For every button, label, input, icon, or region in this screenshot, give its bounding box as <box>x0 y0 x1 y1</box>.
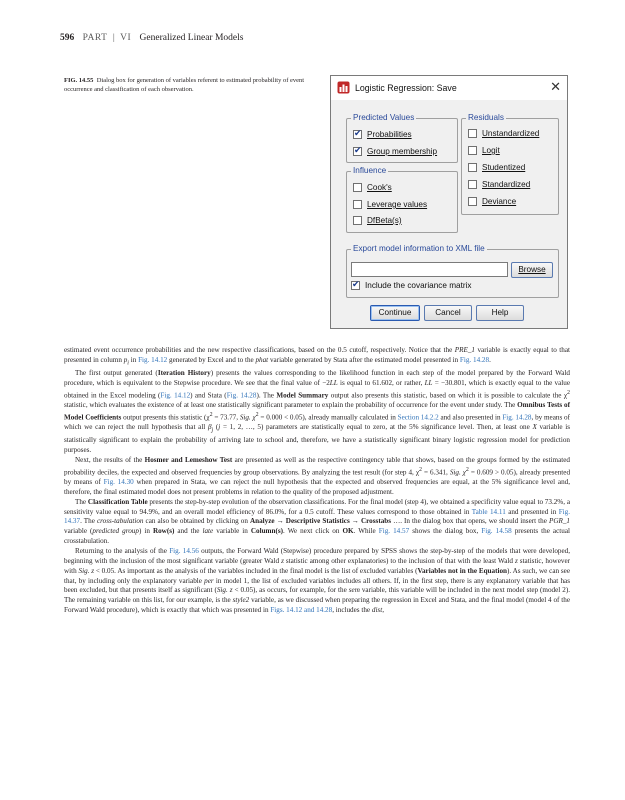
predicted-values-title: Predicted Values <box>353 113 415 122</box>
logit-checkbox[interactable] <box>468 146 477 155</box>
page-number: 596 <box>60 33 75 43</box>
dfbeta-label: DfBeta(s) <box>367 216 402 225</box>
part-numeral: VI <box>120 33 132 43</box>
group-membership-checkbox[interactable] <box>353 147 362 156</box>
xml-file-field[interactable] <box>351 262 508 277</box>
probabilities-label: Probabilities <box>367 130 412 139</box>
paragraph-4: The Classification Table presents the step-by-step evolution of the observation classifications. For the final model (step 4), we obtained a specificity value equal to 73.2%, a sensitivity value equal to 94.9%, and an overall model efficiency of 86.0%, for a 0.5 cutoff. These values correspond to those obtained in Table 14.11 and presented in Fig. 14.37. The cross-tabulation can also be obtained by clicking on Analyze → Descriptive Statistics → Crosstabs …. In the dialog box that opens, we should insert the PGR_1 variable (predicted group) in Row(s) and the late variable in Column(s). We next click on OK. While Fig. 14.57 shows the dialog box, Fig. 14.58 presents the actual crosstabulation. <box>64 497 571 546</box>
figure-label: FIG. 14.55 <box>64 77 94 84</box>
fig-ref[interactable]: Fig. 14.58 <box>481 527 512 536</box>
leverage-values-option[interactable] <box>353 200 427 209</box>
fig-ref[interactable]: Fig. 14.12 <box>160 391 191 400</box>
dfbeta-option[interactable] <box>353 216 402 225</box>
probabilities-checkbox[interactable] <box>353 130 362 139</box>
paragraph-1: estimated event occurrence probabilities and the new respective classifications, based on the 0.5 cutoff, respectively. Notice that the PRE_1 variable is exactly equal to that presented in column $p_i$ in Fig. 14.12 generated by Excel and to the phat variable generated by Stata after the estimated model presented in Fig. 14.28. <box>64 346 571 367</box>
group-membership-option[interactable] <box>353 147 437 156</box>
body-text <box>64 346 570 616</box>
fig-ref[interactable]: Fig. 14.28 <box>459 355 490 364</box>
running-header <box>60 33 243 43</box>
close-icon[interactable]: ✕ <box>550 79 561 94</box>
part-title: Generalized Linear Models <box>139 33 244 43</box>
export-xml-title: Export model information to XML file <box>353 244 485 253</box>
table-ref[interactable]: Table 14.11 <box>471 507 506 516</box>
browse-button[interactable]: Browse <box>511 262 553 278</box>
cooks-checkbox[interactable] <box>353 183 362 192</box>
leverage-values-checkbox[interactable] <box>353 200 362 209</box>
dfbeta-checkbox[interactable] <box>353 216 362 225</box>
studentized-checkbox[interactable] <box>468 163 477 172</box>
fig-ref[interactable]: Fig. 14.28 <box>226 391 257 400</box>
fig-ref[interactable]: Fig. 14.37 <box>64 507 570 526</box>
deviance-label: Deviance <box>482 197 517 206</box>
logit-label: Logit <box>482 146 500 155</box>
header-separator: | <box>112 33 115 43</box>
continue-button[interactable]: Continue <box>370 305 420 321</box>
studentized-option[interactable] <box>468 163 525 172</box>
fig-ref[interactable]: Fig. 14.56 <box>169 547 199 555</box>
save-dialog <box>330 75 568 329</box>
fig-ref[interactable]: Fig. 14.12 <box>138 355 168 364</box>
cooks-label: Cook's <box>367 183 392 192</box>
help-button[interactable]: Help <box>476 305 524 321</box>
standardized-option[interactable] <box>468 180 530 189</box>
fig-ref[interactable]: Figs. 14.12 and 14.28 <box>270 606 333 615</box>
dialog-title: Logistic Regression: Save <box>355 83 457 93</box>
leverage-values-label: Leverage values <box>367 200 428 209</box>
influence-title: Influence <box>353 166 387 175</box>
figure-caption <box>64 76 326 94</box>
deviance-option[interactable] <box>468 197 516 206</box>
section-ref[interactable]: Section 14.2.2 <box>397 413 439 422</box>
residuals-group <box>461 113 559 215</box>
probabilities-option[interactable] <box>353 130 412 139</box>
spss-app-icon <box>337 81 350 94</box>
unstandardized-label: Unstandardized <box>482 129 540 138</box>
standardized-label: Standardized <box>482 180 531 189</box>
predicted-values-group <box>346 113 458 163</box>
fig-ref[interactable]: Fig. 14.57 <box>378 527 410 536</box>
cancel-button[interactable]: Cancel <box>424 305 472 321</box>
part-label: PART <box>82 33 108 43</box>
export-xml-group <box>346 244 559 298</box>
figure-caption-text: Dialog box for generation of variables referent to estimated probability of event occurrence and classification of each observation. <box>64 77 305 93</box>
residuals-title: Residuals <box>468 113 504 122</box>
dialog-titlebar <box>331 76 567 100</box>
studentized-label: Studentized <box>482 163 526 172</box>
deviance-checkbox[interactable] <box>468 197 477 206</box>
influence-group <box>346 166 458 233</box>
unstandardized-option[interactable] <box>468 129 539 138</box>
unstandardized-checkbox[interactable] <box>468 129 477 138</box>
covariance-label: Include the covariance matrix <box>365 281 472 290</box>
fig-ref[interactable]: Fig. 14.30 <box>103 478 134 487</box>
paragraph-2: The first output generated (Iteration History) presents the values corresponding to the likelihood function in each step of the model prepared by the Forward Wald procedure, which is equivalent to the Stepwise procedure. We see that the final value of −2LL is equal to 61.602, or rather, LL = −30.801, which is exactly equal to the value obtained in the Excel modeling (Fig. 14.12) and Stata (Fig. 14.28). The Model Summary output also presents this statistic, based on which it is possible to calculate the $\chi^2$ statistic, which evaluates the existence of at least one statistically significant parameter to explain the probability of occurrence for the event under study. The Omnibus Tests of Model Coefficients output presents this statistic ($\chi^2 = 73.77$, Sig. $\chi^2 = 0.000 < 0.05$), already manually calculated in Section 14.2.2 and also presented in Fig. 14.28, by means of which we can reject the null hypothesis that all $\beta_j$ (j = 1, 2, …, 5) parameters are statistically equal to zero, at the 5% significance level. Then, at least one X variable is statistically significant to explain the probability of arriving late to school and, therefore, we have a statistically significant binary logistic regression model for prediction purposes. <box>64 369 571 455</box>
standardized-checkbox[interactable] <box>468 180 477 189</box>
cooks-option[interactable] <box>353 183 392 192</box>
paragraph-3: Next, the results of the Hosmer and Lemeshow Test are presented as well as the respective contingency table that shows, based on the groups formed by the estimated probability deciles, the expected and observed frequencies by group observations. By analyzing the test result (for step 4, $\chi^2 = 6.341$, Sig. $\chi^2 = 0.609 > 0.05$), already presented by means of Fig. 14.30 when prepared in Stata, we can reject the null hypothesis that the expected and observed frequencies are equal, at the 5% significance level and, therefore, the final estimated model does not present problems in relation to the quality of the proposed adjustment. <box>64 456 571 496</box>
logit-option[interactable] <box>468 146 500 155</box>
covariance-option[interactable] <box>351 281 472 290</box>
group-membership-label: Group membership <box>367 147 438 156</box>
paragraph-5: Returning to the analysis of the Fig. 14.56 outputs, the Forward Wald (Stepwise) procedure prepared by SPSS shows the step-by-step of the models that were developed, beginning with the inclusion of the most significant variable (greater Wald z statistic among other explanatories) to the inclusion of that with the least Wald z statistic, however with Sig. z < 0.05. As important as the analysis of the variables included in the final model is the list of excluded variables (Variables not in the Equation). As such, we can see that, by including only the explanatory variable per in model 1, the list of excluded variables includes all others. If, in the first step, there is any explanatory variable that has been excluded, but that presents itself as significant (Sig. z < 0.05), as occurs, for example, for the sem variable, this variable will be included in the next model step (model 2). The remaining variable on this list, for our example, is the style2 variable, as we discussed when preparing the regression in Excel and Stata, and the final model (model 4 of the Forward Wald procedure), which is exactly that which was presented in Figs. 14.12 and 14.28, includes the dist, <box>64 547 570 615</box>
fig-ref[interactable]: Fig. 14.28 <box>502 413 532 422</box>
covariance-checkbox[interactable] <box>351 281 360 290</box>
